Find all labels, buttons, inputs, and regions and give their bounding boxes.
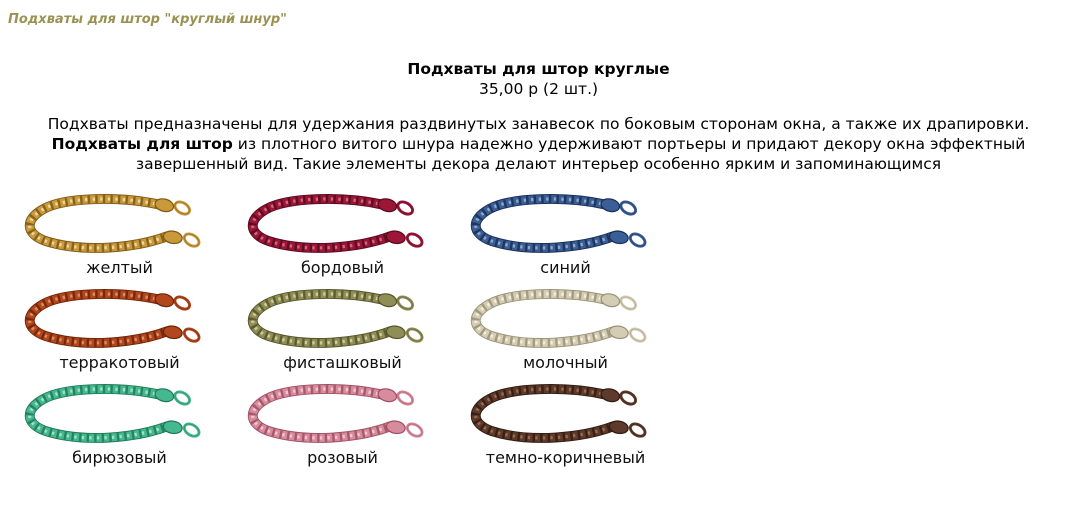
rope-end-bottom bbox=[608, 230, 647, 249]
rope-color-label: молочный bbox=[523, 353, 608, 372]
rope-end-bottom bbox=[385, 230, 424, 249]
rope-cord bbox=[475, 389, 612, 438]
rope-end-top bbox=[153, 197, 191, 217]
description-segment: Подхваты предназначены для удержания раздвинутых занавесок по боковым сторонам окна, а также их драпировки. bbox=[47, 115, 1030, 133]
description-segment: из плотного витого шнура надежно удерживают портьеры и придают декору окна эффектный bbox=[232, 135, 1026, 153]
product-price: 35,00 р (2 шт.) bbox=[478, 80, 599, 98]
rope-image bbox=[235, 382, 451, 448]
rope-end-top bbox=[599, 197, 637, 217]
title-block bbox=[0, 60, 1077, 99]
product-grid bbox=[8, 192, 680, 477]
rope-image bbox=[12, 192, 228, 258]
rope-end-bottom bbox=[162, 325, 201, 344]
rope-end-top bbox=[153, 292, 191, 312]
rope-color-label: бирюзовый bbox=[72, 448, 167, 467]
rope-cord bbox=[252, 294, 389, 343]
rope-end-bottom bbox=[162, 230, 201, 249]
rope-end-bottom bbox=[162, 420, 201, 439]
product-cell bbox=[454, 382, 677, 477]
rope-image bbox=[458, 192, 674, 258]
rope-cord bbox=[29, 199, 166, 248]
page-heading: Подхваты для штор "круглый шнур" bbox=[8, 12, 287, 27]
product-cell bbox=[454, 287, 677, 382]
product-description bbox=[0, 114, 1077, 174]
rope-color-label: розовый bbox=[307, 448, 378, 467]
rope-end-bottom bbox=[385, 420, 424, 439]
rope-end-bottom bbox=[608, 420, 647, 439]
rope-cord bbox=[475, 199, 612, 248]
product-cell bbox=[231, 287, 454, 382]
product-cell bbox=[231, 192, 454, 287]
rope-end-top bbox=[599, 387, 637, 407]
product-cell bbox=[454, 192, 677, 287]
rope-end-top bbox=[599, 292, 637, 312]
rope-image bbox=[458, 382, 674, 448]
rope-end-top bbox=[376, 292, 414, 312]
rope-cord bbox=[29, 294, 166, 343]
rope-color-label: темно-коричневый bbox=[485, 448, 646, 467]
rope-image bbox=[235, 287, 451, 353]
rope-cord bbox=[475, 294, 612, 343]
rope-image bbox=[12, 287, 228, 353]
rope-end-bottom bbox=[385, 325, 424, 344]
rope-cord bbox=[29, 389, 166, 438]
product-cell bbox=[231, 382, 454, 477]
rope-end-top bbox=[153, 387, 191, 407]
description-bold-segment: Подхваты для штор bbox=[51, 135, 233, 153]
rope-end-bottom bbox=[608, 325, 647, 344]
rope-end-top bbox=[376, 387, 414, 407]
rope-color-label: бордовый bbox=[300, 258, 385, 277]
rope-color-label: желтый bbox=[86, 258, 153, 277]
rope-image bbox=[235, 192, 451, 258]
product-cell bbox=[8, 382, 231, 477]
product-cell bbox=[8, 192, 231, 287]
rope-image bbox=[12, 382, 228, 448]
product-title: Подхваты для штор круглые bbox=[407, 60, 670, 78]
rope-color-label: терракотовый bbox=[59, 353, 180, 372]
rope-color-label: синий bbox=[540, 258, 591, 277]
rope-color-label: фисташковый bbox=[283, 353, 402, 372]
description-segment: завершенный вид. Такие элементы декора делают интерьер особенно ярким и запоминающимся bbox=[135, 155, 942, 173]
product-cell bbox=[8, 287, 231, 382]
rope-cord bbox=[252, 199, 389, 248]
rope-end-top bbox=[376, 197, 414, 217]
rope-image bbox=[458, 287, 674, 353]
rope-cord bbox=[252, 389, 389, 438]
